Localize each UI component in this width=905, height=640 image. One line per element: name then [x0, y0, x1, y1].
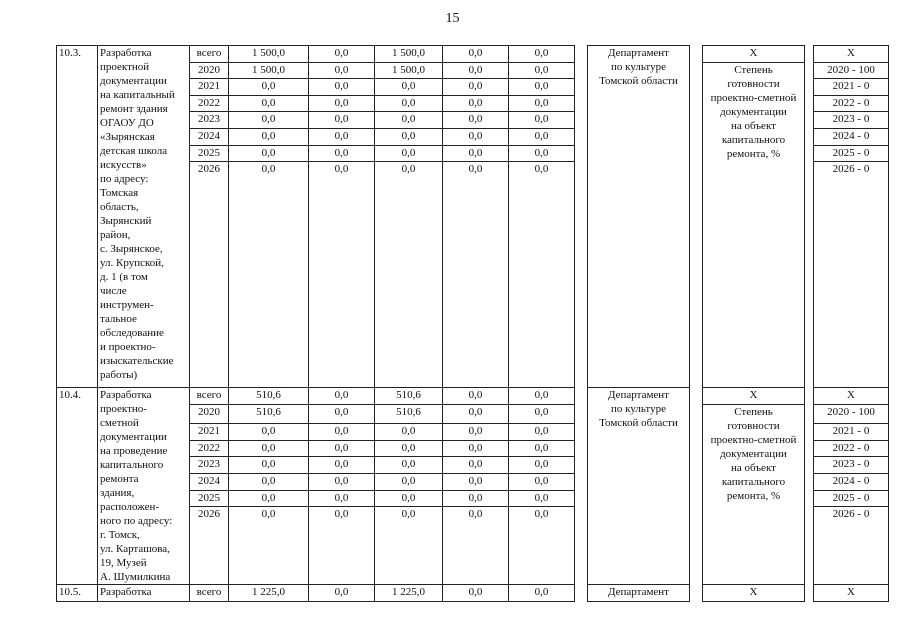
value-cell-5: 0,0 — [509, 95, 575, 112]
spacer-cell — [575, 585, 588, 602]
value-cell-1: 0,0 — [229, 79, 309, 96]
table-row — [57, 585, 889, 602]
spacer-cell — [805, 585, 814, 602]
indicator-x: Х — [703, 388, 805, 405]
value-cell-5: 0,0 — [509, 128, 575, 145]
value-cell-1: 0,0 — [229, 162, 309, 388]
value-cell-2: 0,0 — [309, 388, 375, 405]
value-cell-2: 0,0 — [309, 473, 375, 490]
value-cell-5: 0,0 — [509, 388, 575, 405]
target-value: 2025 - 0 — [814, 145, 889, 162]
value-cell-3: 0,0 — [375, 424, 443, 441]
value-cell-2: 0,0 — [309, 79, 375, 96]
target-value: 2021 - 0 — [814, 424, 889, 441]
value-cell-2: 0,0 — [309, 62, 375, 79]
item-name: Разработка — [98, 585, 190, 602]
department: Департамент по культуре Томской области — [588, 388, 690, 585]
value-cell-5: 0,0 — [509, 46, 575, 63]
value-cell-5: 0,0 — [509, 585, 575, 602]
indicator-x: Х — [703, 585, 805, 602]
target-value: 2020 - 100 — [814, 404, 889, 423]
year-cell: 2026 — [190, 507, 229, 585]
value-cell-4: 0,0 — [443, 95, 509, 112]
value-cell-5: 0,0 — [509, 62, 575, 79]
value-cell-3: 0,0 — [375, 507, 443, 585]
value-cell-5: 0,0 — [509, 424, 575, 441]
value-cell-3: 510,6 — [375, 404, 443, 423]
value-cell-3: 0,0 — [375, 490, 443, 507]
value-cell-2: 0,0 — [309, 112, 375, 129]
value-cell-3: 0,0 — [375, 162, 443, 388]
year-cell: всего — [190, 585, 229, 602]
value-cell-1: 0,0 — [229, 457, 309, 474]
target-value: 2026 - 0 — [814, 507, 889, 585]
value-cell-5: 0,0 — [509, 145, 575, 162]
value-cell-3: 510,6 — [375, 388, 443, 405]
value-cell-5: 0,0 — [509, 473, 575, 490]
value-cell-1: 0,0 — [229, 112, 309, 129]
value-cell-2: 0,0 — [309, 145, 375, 162]
year-cell: 2025 — [190, 145, 229, 162]
value-cell-5: 0,0 — [509, 490, 575, 507]
target-value: 2024 - 0 — [814, 128, 889, 145]
target-value: 2026 - 0 — [814, 162, 889, 388]
value-cell-3: 1 500,0 — [375, 46, 443, 63]
value-cell-4: 0,0 — [443, 145, 509, 162]
year-cell: всего — [190, 46, 229, 63]
spacer-cell — [805, 388, 814, 585]
item-number: 10.3. — [57, 46, 98, 388]
value-cell-4: 0,0 — [443, 62, 509, 79]
value-cell-3: 0,0 — [375, 457, 443, 474]
year-cell: 2026 — [190, 162, 229, 388]
value-cell-5: 0,0 — [509, 440, 575, 457]
spacer-cell — [690, 585, 703, 602]
item-name: Разработка проектной документации на капитальный ремонт здания ОГАОУ ДО «Зырянская детская школа искусств» по адресу: Томская область, Зырянский район, с. Зырянское, ул. Крупской, д. 1 (в том числе инструмен- тальное обследование и проектно- изыскательские работы) — [98, 46, 190, 388]
value-cell-2: 0,0 — [309, 440, 375, 457]
value-cell-1: 0,0 — [229, 424, 309, 441]
target-value: 2021 - 0 — [814, 79, 889, 96]
value-cell-2: 0,0 — [309, 404, 375, 423]
value-cell-3: 0,0 — [375, 112, 443, 129]
year-cell: 2023 — [190, 457, 229, 474]
table-row — [57, 388, 889, 405]
value-cell-4: 0,0 — [443, 46, 509, 63]
value-cell-3: 0,0 — [375, 95, 443, 112]
target-value: 2023 - 0 — [814, 457, 889, 474]
year-cell: 2023 — [190, 112, 229, 129]
spacer-cell — [575, 388, 588, 585]
value-cell-2: 0,0 — [309, 46, 375, 63]
indicator-name: Степень готовности проектно-сметной документации на объект капитального ремонта, % — [703, 404, 805, 584]
indicator-x: Х — [703, 46, 805, 63]
value-cell-3: 0,0 — [375, 145, 443, 162]
target-value: 2022 - 0 — [814, 440, 889, 457]
value-cell-4: 0,0 — [443, 162, 509, 388]
value-cell-2: 0,0 — [309, 490, 375, 507]
value-cell-1: 0,0 — [229, 440, 309, 457]
value-cell-1: 0,0 — [229, 473, 309, 490]
value-cell-2: 0,0 — [309, 585, 375, 602]
value-cell-1: 0,0 — [229, 490, 309, 507]
value-cell-3: 0,0 — [375, 128, 443, 145]
value-cell-4: 0,0 — [443, 585, 509, 602]
value-cell-1: 1 225,0 — [229, 585, 309, 602]
value-cell-1: 510,6 — [229, 404, 309, 423]
target-value: 2025 - 0 — [814, 490, 889, 507]
page-number: 15 — [445, 11, 460, 26]
spacer-cell — [805, 46, 814, 388]
value-cell-3: 1 500,0 — [375, 62, 443, 79]
value-cell-4: 0,0 — [443, 424, 509, 441]
year-cell: 2022 — [190, 95, 229, 112]
table-body — [57, 46, 889, 602]
year-cell: 2025 — [190, 490, 229, 507]
department: Департамент — [588, 585, 690, 602]
value-cell-1: 0,0 — [229, 507, 309, 585]
value-cell-2: 0,0 — [309, 128, 375, 145]
value-cell-5: 0,0 — [509, 404, 575, 423]
year-cell: 2021 — [190, 424, 229, 441]
year-cell: всего — [190, 388, 229, 405]
value-cell-2: 0,0 — [309, 162, 375, 388]
spacer-cell — [690, 46, 703, 388]
spacer-cell — [690, 388, 703, 585]
department: Департамент по культуре Томской области — [588, 46, 690, 388]
value-cell-3: 0,0 — [375, 440, 443, 457]
value-cell-4: 0,0 — [443, 457, 509, 474]
value-cell-4: 0,0 — [443, 128, 509, 145]
year-cell: 2022 — [190, 440, 229, 457]
year-cell: 2021 — [190, 79, 229, 96]
value-cell-4: 0,0 — [443, 404, 509, 423]
value-cell-1: 0,0 — [229, 95, 309, 112]
value-cell-5: 0,0 — [509, 507, 575, 585]
year-cell: 2020 — [190, 404, 229, 423]
value-cell-5: 0,0 — [509, 112, 575, 129]
target-value: 2022 - 0 — [814, 95, 889, 112]
value-cell-1: 1 500,0 — [229, 62, 309, 79]
value-cell-2: 0,0 — [309, 507, 375, 585]
value-cell-4: 0,0 — [443, 112, 509, 129]
value-cell-3: 0,0 — [375, 79, 443, 96]
value-cell-2: 0,0 — [309, 95, 375, 112]
year-cell: 2024 — [190, 473, 229, 490]
year-cell: 2024 — [190, 128, 229, 145]
value-cell-2: 0,0 — [309, 457, 375, 474]
target-x: Х — [814, 388, 889, 405]
value-cell-5: 0,0 — [509, 79, 575, 96]
item-number: 10.4. — [57, 388, 98, 585]
year-cell: 2020 — [190, 62, 229, 79]
value-cell-3: 1 225,0 — [375, 585, 443, 602]
program-table — [56, 45, 889, 602]
value-cell-3: 0,0 — [375, 473, 443, 490]
target-x: Х — [814, 46, 889, 63]
target-value: 2023 - 0 — [814, 112, 889, 129]
item-number: 10.5. — [57, 585, 98, 602]
target-value: 2020 - 100 — [814, 62, 889, 79]
table-row — [57, 46, 889, 63]
value-cell-5: 0,0 — [509, 457, 575, 474]
value-cell-2: 0,0 — [309, 424, 375, 441]
value-cell-1: 510,6 — [229, 388, 309, 405]
target-value: 2024 - 0 — [814, 473, 889, 490]
item-name: Разработка проектно- сметной документации на проведение капитального ремонта здания, расположен- ного по адресу: г. Томск, ул. Карташова, 19, Музей А. Шумилкина — [98, 388, 190, 585]
indicator-name: Степень готовности проектно-сметной документации на объект капитального ремонта, % — [703, 62, 805, 388]
value-cell-1: 1 500,0 — [229, 46, 309, 63]
value-cell-4: 0,0 — [443, 79, 509, 96]
value-cell-4: 0,0 — [443, 473, 509, 490]
spacer-cell — [575, 46, 588, 388]
value-cell-4: 0,0 — [443, 440, 509, 457]
value-cell-4: 0,0 — [443, 507, 509, 585]
value-cell-5: 0,0 — [509, 162, 575, 388]
value-cell-4: 0,0 — [443, 490, 509, 507]
value-cell-1: 0,0 — [229, 128, 309, 145]
value-cell-1: 0,0 — [229, 145, 309, 162]
value-cell-4: 0,0 — [443, 388, 509, 405]
target-x: Х — [814, 585, 889, 602]
